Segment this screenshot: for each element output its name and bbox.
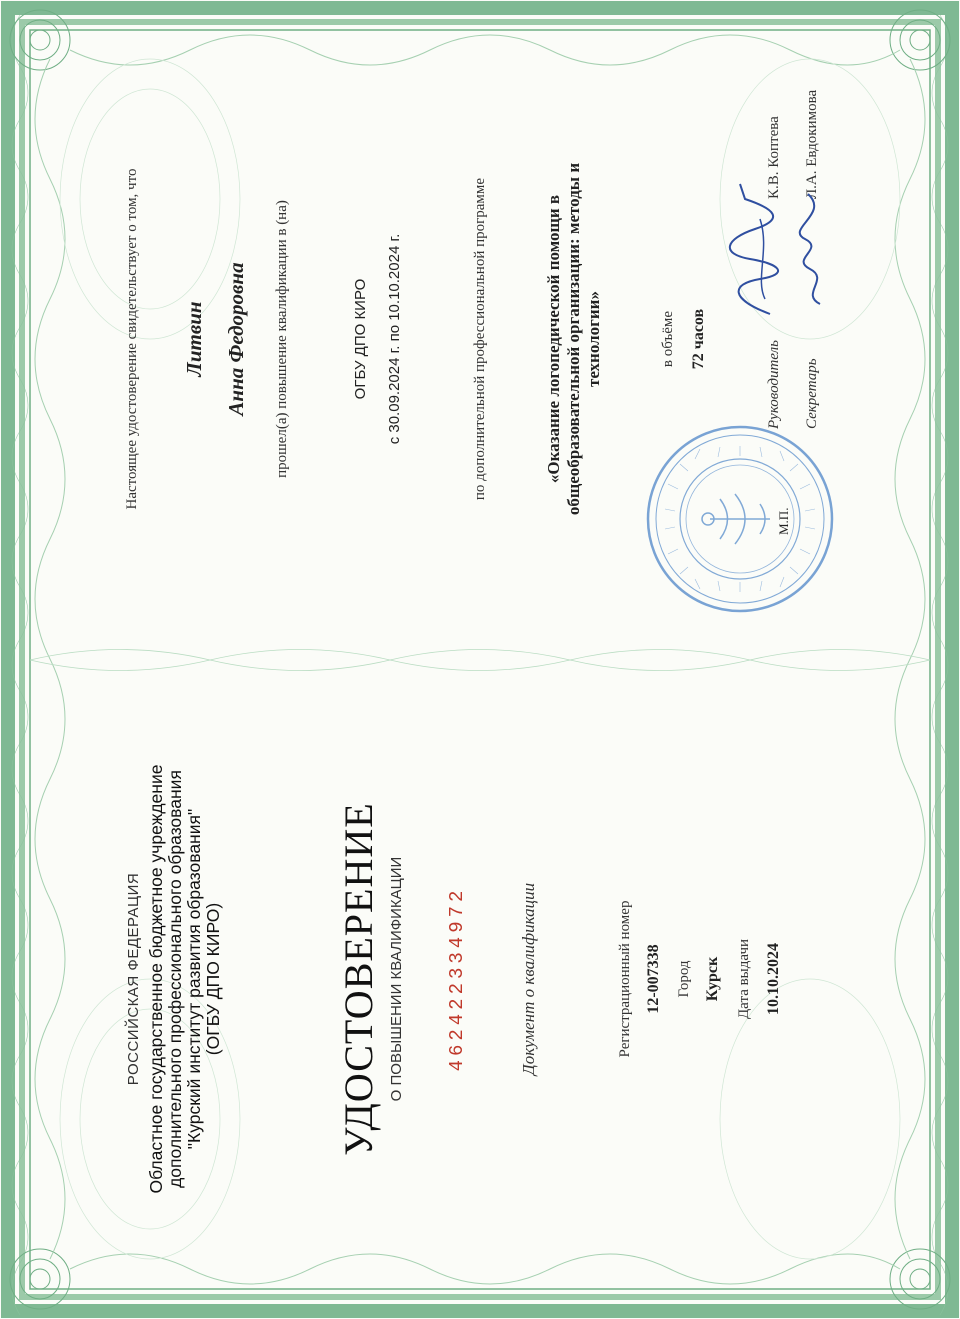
- passed-text: прошел(а) повышение квалификации в (на): [274, 200, 290, 478]
- document-subtitle: О ПОВЫШЕНИИ КВАЛИФИКАЦИИ: [388, 856, 405, 1102]
- holder-name: Анна Федоровна: [224, 262, 248, 416]
- secretary-name: Л.А. Евдокимова: [804, 89, 820, 199]
- training-period: с 30.09.2024 г. по 10.10.2024 г.: [386, 233, 403, 445]
- program-line-2: общеобразовательной организации: методы и: [564, 162, 583, 516]
- city-label: Город: [676, 960, 692, 998]
- issue-date-value: 10.10.2024: [765, 943, 782, 1015]
- head-label: Руководитель: [766, 340, 782, 429]
- reg-number-label: Регистрационный номер: [617, 900, 633, 1058]
- reg-number-value: 12-007338: [645, 944, 662, 1014]
- official-stamp: [640, 419, 840, 619]
- document-title: УДОСТОВЕРЕНИЕ: [336, 802, 381, 1156]
- city-value: Курск: [704, 956, 721, 1002]
- left-panel: [0, 699, 960, 1259]
- stamp-mp-label: М.П.: [776, 507, 791, 535]
- holder-surname: Литвин: [182, 301, 206, 377]
- head-name: К.В. Коптева: [766, 116, 782, 199]
- document-type: Документ о квалификации: [519, 882, 538, 1076]
- secretary-label: Секретарь: [804, 358, 820, 429]
- organization-short: ОГБУ ДПО КИРО: [352, 278, 369, 400]
- issue-date-label: Дата выдачи: [736, 938, 752, 1020]
- org-line-2: дополнительного профессионального образования: [165, 770, 185, 1188]
- head-signature: [720, 179, 790, 319]
- intro-text: Настоящее удостоверение свидетельствует о том, что: [124, 168, 140, 510]
- volume-label: в объёме: [660, 310, 676, 368]
- org-line-1: Областное государственное бюджетное учреждение: [146, 764, 166, 1194]
- country-name: РОССИЙСКАЯ ФЕДЕРАЦИЯ: [125, 872, 142, 1086]
- program-line-3: технологии»: [584, 291, 603, 387]
- program-intro: по дополнительной профессиональной программе: [472, 177, 488, 501]
- volume-value: 72 часов: [690, 308, 707, 370]
- certificate-number: 462422334972: [446, 886, 468, 1072]
- secretary-signature: [790, 189, 840, 309]
- org-line-3: "Курский институт развития образования": [184, 808, 204, 1150]
- stamp-seal-icon: [640, 419, 840, 619]
- org-line-4: (ОГБУ ДПО КИРО): [203, 902, 223, 1056]
- program-line-1: «Оказание логопедической помощи в: [544, 194, 563, 484]
